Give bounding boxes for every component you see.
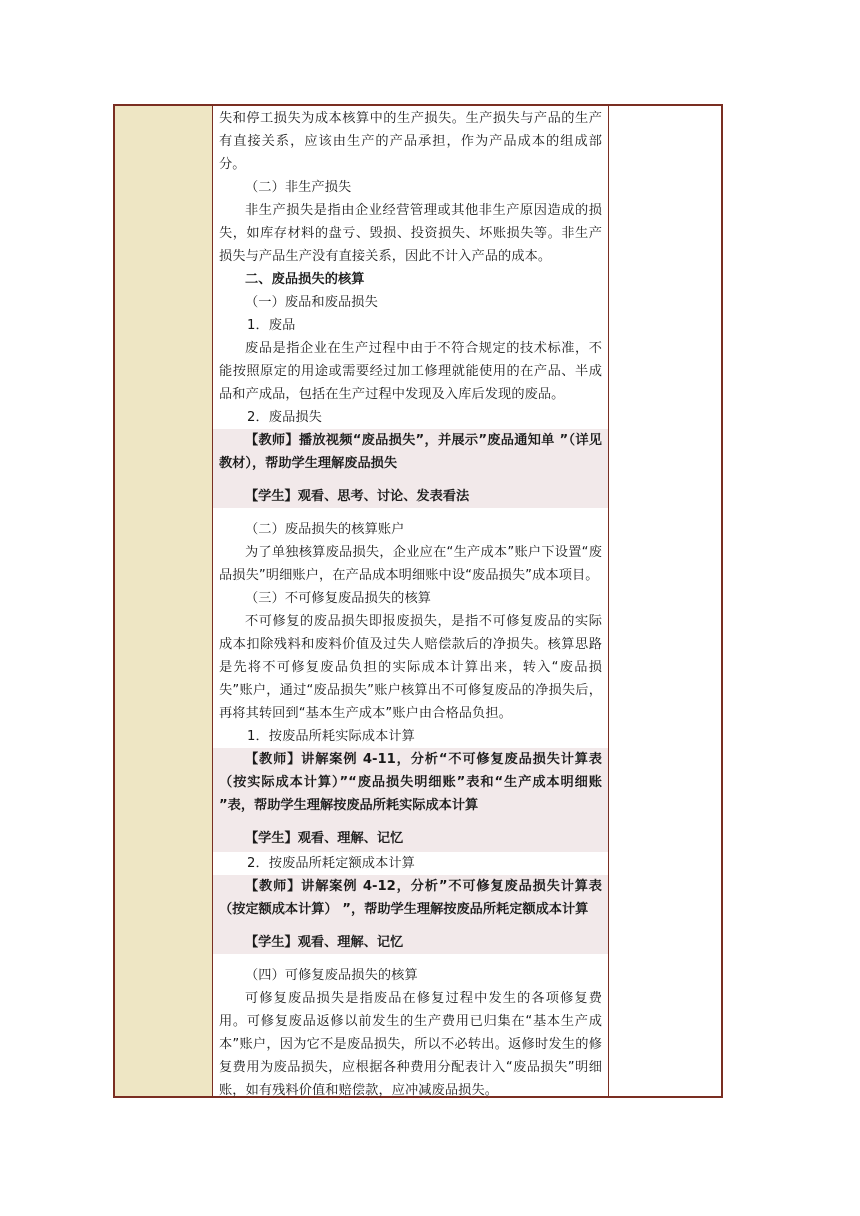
item-standard-cost: 2．按废品所耗定额成本计算 xyxy=(247,856,415,871)
teacher-activity-2: 【教师】讲解案例 4-11，分析“不可修复废品损失计算表（按实际成本计算）”“废品损失明细账”表和“生产成本明细账 ”表，帮助学生理解按废品所耗实际成本计算 xyxy=(219,752,602,813)
paragraph-irreparable-scrap: 不可修复的废品损失即报废损失，是指不可修复废品的实际成本扣除残料和废料价值及过失人赔偿款后的净损失。核算思路是先将不可修复废品负担的实际成本计算出来，转入“废品损失”账户，通过“废品损失”账户核算出不可修复废品的净损失后，再将其转回到“基本生产成本”账户由合格品负担。 xyxy=(219,614,602,721)
student-activity-3: 【学生】观看、理解、记忆 xyxy=(245,935,404,950)
paragraph-scrap-definition: 废品是指企业在生产过程中由于不符合规定的技术标准，不能按照原定的用途或需要经过加工修理就能使用的在产品、半成品和产成品，包括在生产过程中发现及入库后发现的废品。 xyxy=(219,341,602,402)
teacher-student-block-1 xyxy=(213,429,608,508)
paragraph-production-loss-end: 失和停工损失为成本核算中的生产损失。生产损失与产品的生产有直接关系，应该由生产的产品承担，作为产品成本的组成部分。 xyxy=(219,111,602,172)
left-column xyxy=(115,106,213,1096)
item-scrap-loss: 2．废品损失 xyxy=(247,410,322,425)
content-body xyxy=(219,106,602,1102)
paragraph-repairable-scrap: 可修复废品损失是指废品在修复过程中发生的各项修复费用。可修复废品返修以前发生的生产费用已归集在“基本生产成本”账户，因为它不是废品损失，所以不必转出。返修时发生的修复费用为废品损失，应根据各种费用分配表计入“废品损失”明细账，如有残料价值和赔偿款，应冲减废品损失。 xyxy=(219,991,602,1098)
teacher-student-block-3 xyxy=(213,875,608,954)
item-scrap: 1．废品 xyxy=(247,318,296,333)
student-activity-2: 【学生】观看、理解、记忆 xyxy=(245,831,404,846)
heading-irreparable-scrap: （三）不可修复废品损失的核算 xyxy=(245,591,432,606)
teacher-activity-1: 【教师】播放视频“废品损失”，并展示”废品通知单 ”（详见教材），帮助学生理解废品损失 xyxy=(219,433,602,471)
lesson-plan-table xyxy=(113,104,723,1098)
heading-repairable-scrap: （四）可修复废品损失的核算 xyxy=(245,968,418,983)
section-heading-scrap-loss: 二、废品损失的核算 xyxy=(245,272,365,287)
teacher-activity-3: 【教师】讲解案例 4-12，分析”不可修复废品损失计算表（按定额成本计算） ”，帮助学生理解按废品所耗定额成本计算 xyxy=(219,879,602,917)
heading-non-production-loss: （二）非生产损失 xyxy=(245,180,352,195)
student-activity-1: 【学生】观看、思考、讨论、发表看法 xyxy=(245,489,470,504)
item-actual-cost: 1．按废品所耗实际成本计算 xyxy=(247,729,415,744)
teacher-student-block-2 xyxy=(213,748,608,852)
right-column xyxy=(609,106,721,1096)
paragraph-non-production-loss: 非生产损失是指由企业经营管理或其他非生产原因造成的损失，如库存材料的盘亏、毁损、投资损失、坏账损失等。非生产损失与产品生产没有直接关系，因此不计入产品的成本。 xyxy=(219,203,602,264)
content-column xyxy=(213,106,609,1096)
heading-scrap-loss-account: （二）废品损失的核算账户 xyxy=(245,522,405,537)
paragraph-scrap-loss-account: 为了单独核算废品损失，企业应在“生产成本”账户下设置“废品损失”明细账户，在产品成本明细账中设“废品损失”成本项目。 xyxy=(219,545,602,583)
heading-scrap-and-loss: （一）废品和废品损失 xyxy=(245,295,378,310)
